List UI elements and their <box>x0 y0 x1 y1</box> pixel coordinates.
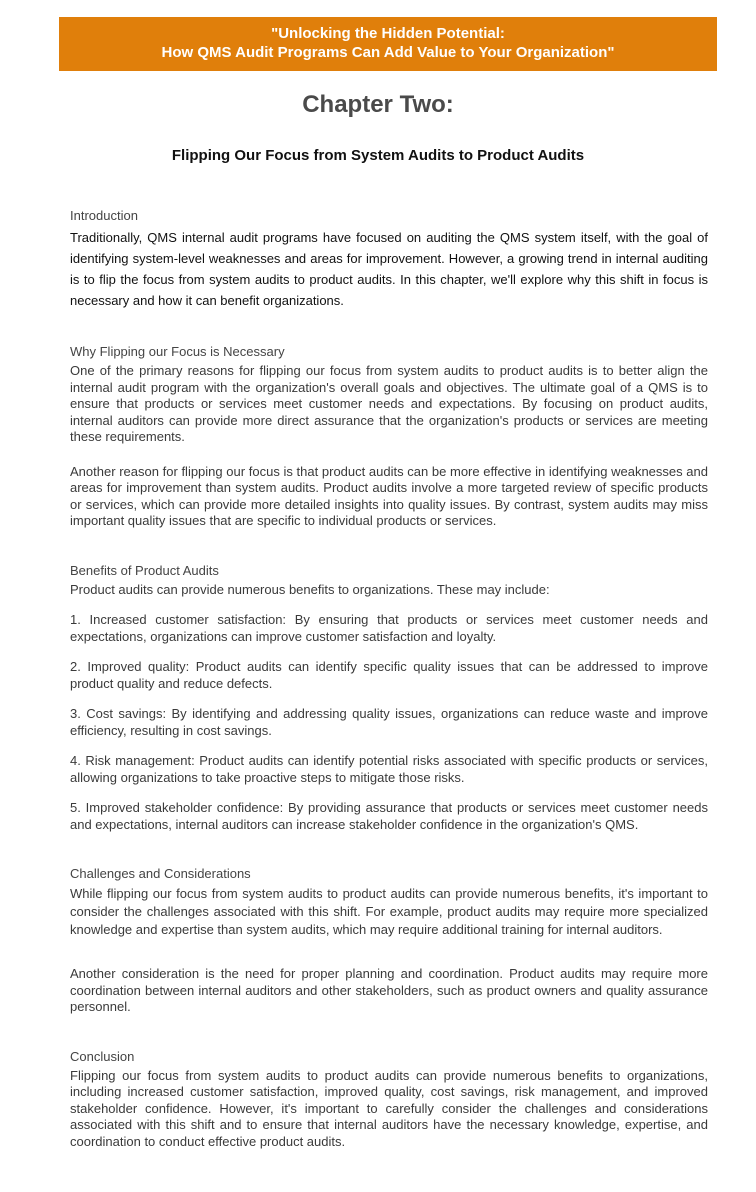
list-item: 1. Increased customer satisfaction: By ensuring that products or services meet customer needs and expectations, organizations can improve customer satisfaction and loyalty. <box>70 612 708 644</box>
banner-line-1: "Unlocking the Hidden Potential: <box>271 25 505 42</box>
section-benefits <box>70 563 708 834</box>
section-paragraph: While flipping our focus from system audits to product audits can provide numerous benefits, it's important to consider the challenges associated with this shift. For example, product audits may require more specialized knowledge and expertise than system audits, which may require additional training for internal auditors. <box>70 886 708 937</box>
title-banner <box>59 17 717 71</box>
chapter-subtitle: Flipping Our Focus from System Audits to Product Audits <box>171 147 585 164</box>
list-item: 5. Improved stakeholder confidence: By providing assurance that products or services meet customer needs and expectations, internal auditors can increase stakeholder confidence in the organization's QMS. <box>70 800 708 832</box>
banner-line-2: How QMS Audit Programs Can Add Value to Your Organization" <box>161 44 615 61</box>
chapter-title: Chapter Two: <box>302 91 454 118</box>
section-challenges <box>70 866 708 1016</box>
section-heading: Why Flipping our Focus is Necessary <box>70 344 285 359</box>
section-heading: Benefits of Product Audits <box>70 562 219 578</box>
section-heading: Challenges and Considerations <box>70 866 251 881</box>
section-paragraph: Traditionally, QMS internal audit programs have focused on auditing the QMS system itself, with the goal of identifying system-level weaknesses and areas for improvement. However, a growing trend in internal auditing is to flip the focus from system audits to product audits. In this chapter, we'll explore why this shift in focus is necessary and how it can benefit organizations. <box>70 230 708 308</box>
list-item: 3. Cost savings: By identifying and addressing quality issues, organizations can reduce waste and improve efficiency, resulting in cost savings. <box>70 706 708 738</box>
section-introduction <box>70 208 708 311</box>
section-paragraph: Another reason for flipping our focus is that product audits can be more effective in identifying weaknesses and areas for improvement than system audits. Product audits involve a more targeted review of specific products or services, which can provide more detailed insights into quality issues. By contrast, system audits may miss important quality issues that are specific to individual products or services. <box>70 463 708 528</box>
section-conclusion <box>70 1049 708 1151</box>
section-paragraph: Product audits can provide numerous benefits to organizations. These may include: <box>70 581 550 597</box>
list-item: 2. Improved quality: Product audits can identify specific quality issues that can be addressed to improve product quality and reduce defects. <box>70 659 708 691</box>
section-paragraph: One of the primary reasons for flipping our focus from system audits to product audits is to better align the internal audit program with the organization's overall goals and objectives. The ultimate goal of a QMS is to ensure that products or services meet customer needs and expectations. By focusing on product audits, internal auditors can provide more direct assurance that the organization's products or services are meeting these requirements. <box>70 363 708 444</box>
section-heading: Introduction <box>70 208 138 223</box>
section-heading: Conclusion <box>70 1048 135 1064</box>
section-paragraph: Flipping our focus from system audits to product audits can provide numerous benefits to organizations, including increased customer satisfaction, improved quality, cost savings, risk management, and improved stakeholder confidence. However, it's important to carefully consider the challenges and considerations associated with this shift and to ensure that internal auditors have the necessary knowledge, expertise, and coordination to conduct effective product audits. <box>70 1067 708 1149</box>
document-body <box>70 208 708 1150</box>
section-why <box>70 344 708 530</box>
section-paragraph: Another consideration is the need for proper planning and coordination. Product audits may require more coordination between internal auditors and other stakeholders, such as product owners and quality assurance personnel. <box>70 966 708 1014</box>
list-item: 4. Risk management: Product audits can identify potential risks associated with specific products or services, allowing organizations to take proactive steps to mitigate those risks. <box>70 753 708 785</box>
